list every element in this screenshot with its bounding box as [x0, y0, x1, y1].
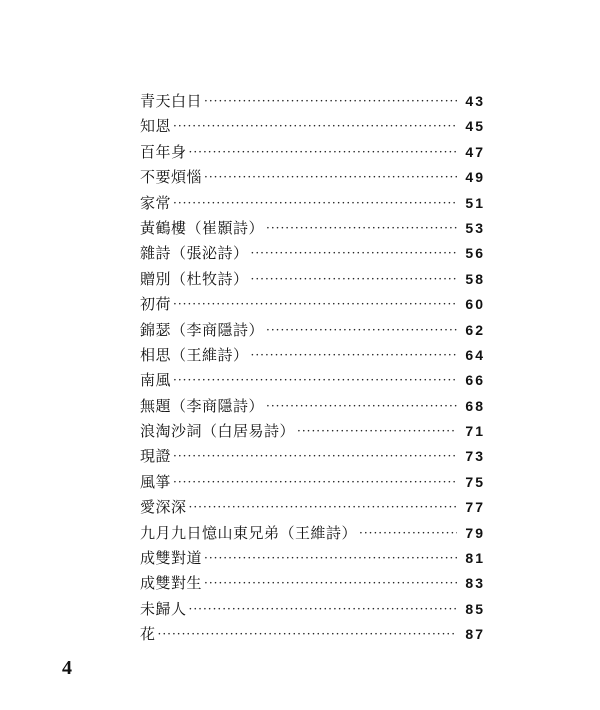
- toc-entry[interactable]: [140, 165, 485, 190]
- table-of-contents: [140, 89, 485, 648]
- toc-entry[interactable]: [140, 622, 485, 647]
- toc-entry[interactable]: [140, 89, 485, 114]
- dot-leader: [251, 241, 457, 266]
- dot-leader: [158, 622, 457, 647]
- toc-entry-title: 相思（王維詩）: [140, 345, 249, 364]
- dot-leader: [297, 419, 457, 444]
- toc-entry[interactable]: [140, 521, 485, 546]
- toc-entry[interactable]: [140, 419, 485, 444]
- toc-entry[interactable]: [140, 444, 485, 469]
- toc-entry[interactable]: [140, 267, 485, 292]
- toc-entry-title: 未歸人: [140, 599, 187, 618]
- toc-entry-title: 花: [140, 625, 156, 644]
- toc-entry[interactable]: [140, 546, 485, 571]
- dot-leader: [359, 521, 457, 546]
- toc-entry-page: 62: [465, 321, 485, 338]
- dot-leader: [173, 191, 457, 216]
- toc-entry-page: 87: [465, 626, 485, 643]
- toc-entry-page: 51: [465, 194, 485, 211]
- toc-entry-title: 無題（李商隱詩）: [140, 396, 265, 415]
- toc-entry-page: 68: [465, 397, 485, 414]
- toc-entry-page: 71: [465, 423, 485, 440]
- toc-entry-title: 雜詩（張泌詩）: [140, 244, 249, 263]
- toc-entry[interactable]: [140, 191, 485, 216]
- dot-leader: [204, 89, 457, 114]
- toc-entry-page: 64: [465, 346, 485, 363]
- dot-leader: [204, 165, 457, 190]
- toc-entry-title: 南風: [140, 371, 172, 390]
- dot-leader: [189, 495, 457, 520]
- toc-entry-title: 現證: [140, 447, 172, 466]
- dot-leader: [266, 394, 457, 419]
- toc-entry-title: 風箏: [140, 472, 172, 491]
- toc-entry[interactable]: [140, 292, 485, 317]
- toc-entry[interactable]: [140, 318, 485, 343]
- toc-entry-title: 贈別（杜牧詩）: [140, 269, 249, 288]
- toc-entry-page: 75: [465, 473, 485, 490]
- toc-entry-title: 初荷: [140, 295, 172, 314]
- toc-entry-page: 81: [465, 550, 485, 567]
- toc-entry-title: 百年身: [140, 142, 187, 161]
- toc-entry-title: 九月九日憶山東兄弟（王維詩）: [140, 523, 358, 542]
- toc-entry[interactable]: [140, 597, 485, 622]
- toc-entry-page: 49: [465, 169, 485, 186]
- toc-entry[interactable]: [140, 114, 485, 139]
- toc-entry-title: 錦瑟（李商隱詩）: [140, 320, 265, 339]
- page-number: 4: [62, 657, 72, 679]
- toc-entry-page: 47: [465, 143, 485, 160]
- dot-leader: [173, 368, 457, 393]
- dot-leader: [251, 267, 457, 292]
- dot-leader: [189, 597, 457, 622]
- toc-entry[interactable]: [140, 343, 485, 368]
- dot-leader: [204, 546, 457, 571]
- toc-entry-page: 56: [465, 245, 485, 262]
- toc-entry-page: 66: [465, 372, 485, 389]
- toc-entry[interactable]: [140, 495, 485, 520]
- toc-entry[interactable]: [140, 571, 485, 596]
- toc-entry[interactable]: [140, 140, 485, 165]
- dot-leader: [173, 292, 457, 317]
- toc-entry-page: 58: [465, 270, 485, 287]
- toc-entry-page: 45: [465, 118, 485, 135]
- toc-entry-page: 73: [465, 448, 485, 465]
- dot-leader: [204, 571, 457, 596]
- toc-entry[interactable]: [140, 394, 485, 419]
- dot-leader: [266, 318, 457, 343]
- toc-entry-page: 79: [465, 524, 485, 541]
- toc-entry-title: 青天白日: [140, 92, 203, 110]
- toc-entry-title: 成雙對道: [140, 549, 203, 568]
- toc-entry[interactable]: [140, 470, 485, 495]
- toc-entry-title: 知恩: [140, 117, 172, 136]
- toc-entry-title: 不要煩惱: [140, 168, 203, 187]
- toc-entry-title: 愛深深: [140, 498, 187, 517]
- toc-entry-title: 浪淘沙詞（白居易詩）: [140, 422, 296, 441]
- dot-leader: [173, 444, 457, 469]
- dot-leader: [251, 343, 457, 368]
- toc-entry-page: 43: [465, 93, 485, 109]
- toc-entry-page: 60: [465, 296, 485, 313]
- toc-entry[interactable]: [140, 241, 485, 266]
- toc-entry-title: 成雙對生: [140, 574, 203, 593]
- toc-entry-page: 77: [465, 499, 485, 516]
- toc-entry-page: 53: [465, 219, 485, 236]
- toc-entry-title: 家常: [140, 193, 172, 212]
- dot-leader: [266, 216, 457, 241]
- dot-leader: [173, 114, 457, 139]
- dot-leader: [173, 470, 457, 495]
- toc-entry-page: 83: [465, 575, 485, 592]
- toc-entry-title: 黃鶴樓（崔顥詩）: [140, 218, 265, 237]
- dot-leader: [189, 140, 457, 165]
- toc-entry[interactable]: [140, 368, 485, 393]
- toc-entry[interactable]: [140, 216, 485, 241]
- toc-entry-page: 85: [465, 600, 485, 617]
